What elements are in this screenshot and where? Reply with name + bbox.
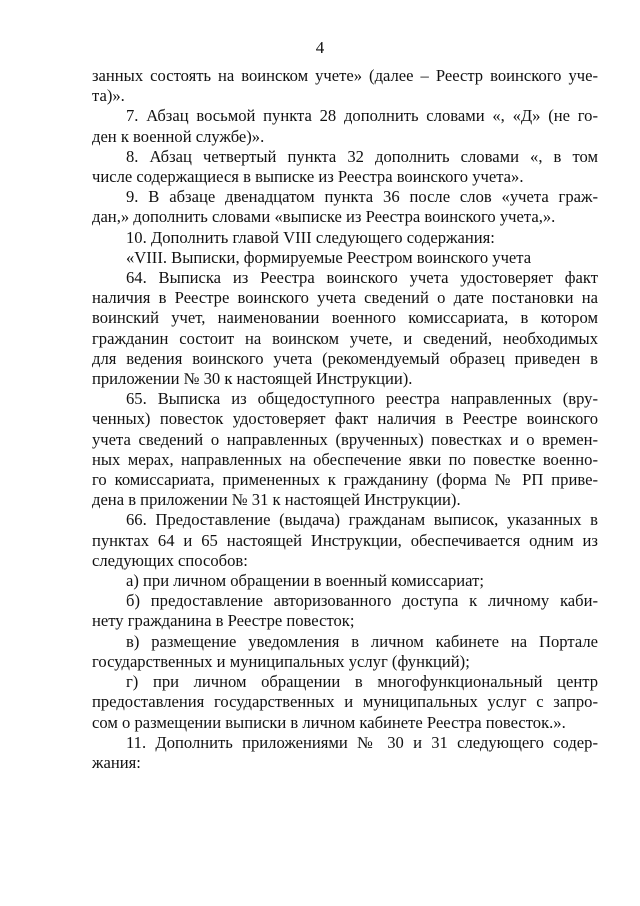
text-line: приложении № 30 к настоящей Инструкции). xyxy=(92,369,413,389)
text-line: 9. В абзаце двенадцатом пункта 36 после слов «учета граж- xyxy=(126,187,598,207)
text-line: «VIII. Выписки, формируемые Реестром воинского учета xyxy=(126,247,532,267)
paragraph xyxy=(92,268,598,389)
text-line: наличия в Реестре воинского учета сведений о дате постановки на xyxy=(92,288,598,308)
text-line: 11. Дополнить приложениями № 30 и 31 следующего содер- xyxy=(126,732,598,752)
text-line: следующих способов: xyxy=(92,550,248,570)
paragraph xyxy=(92,248,598,268)
text-line: та)». xyxy=(92,86,125,106)
paragraph xyxy=(92,571,598,591)
text-line: государственных и муниципальных услуг (функций); xyxy=(92,651,470,671)
text-line: 65. Выписка из общедоступного реестра направленных (вру- xyxy=(126,389,598,409)
text-line: а) при личном обращении в военный комиссариат; xyxy=(126,571,484,591)
paragraph xyxy=(92,389,598,510)
paragraph xyxy=(92,66,598,106)
text-line: 7. Абзац восьмой пункта 28 дополнить словами «, «Д» (не го- xyxy=(126,106,598,126)
text-line: пунктах 64 и 65 настоящей Инструкции, обеспечивается одним из xyxy=(92,530,598,550)
paragraph xyxy=(92,672,598,733)
paragraph xyxy=(92,591,598,631)
paragraph xyxy=(92,510,598,571)
paragraph xyxy=(92,733,598,773)
text-line: в) размещение уведомления в личном кабинете на Портале xyxy=(126,631,598,651)
text-line: ных мерах, направленных на обеспечение явки по повестке военно- xyxy=(92,449,598,469)
paragraph xyxy=(92,228,598,248)
text-line: го комиссариата, примененных к гражданину (форма № РП приве- xyxy=(92,470,598,490)
text-line: 10. Дополнить главой VIII следующего содержания: xyxy=(126,227,495,247)
text-line: ченных) повесток удостоверяет факт наличия в Реестре воинского xyxy=(92,409,598,429)
text-line: дан,» дополнить словами «выписке из Реестра воинского учета,». xyxy=(92,207,556,227)
text-line: 66. Предоставление (выдача) гражданам выписок, указанных в xyxy=(126,510,598,530)
text-line: 8. Абзац четвертый пункта 32 дополнить словами «, в том xyxy=(126,146,598,166)
text-line: занных состоять на воинском учете» (далее – Реестр воинского уче- xyxy=(92,66,598,85)
paragraph xyxy=(92,106,598,146)
text-line: сом о размещении выписки в личном кабинете Реестра повесток.». xyxy=(92,712,566,732)
text-line: дена в приложении № 31 к настоящей Инструкции). xyxy=(92,490,461,510)
text-line: воинский учет, наименовании военного комиссариата, в котором xyxy=(92,308,598,328)
text-line: г) при личном обращении в многофункциональный центр xyxy=(126,672,598,692)
text-line: жания: xyxy=(92,752,141,772)
paragraph xyxy=(92,187,598,227)
text-line: гражданин состоит на воинском учете, и сведений, необходимых xyxy=(92,328,598,348)
text-line: ден к военной службе)». xyxy=(92,126,265,146)
text-line: б) предоставление авторизованного доступа к личному каби- xyxy=(126,591,598,611)
text-line: нету гражданина в Реестре повесток; xyxy=(92,611,355,631)
text-line: учета сведений о направленных (врученных) повестках и о времен- xyxy=(92,429,598,449)
page-number: 4 xyxy=(315,38,325,57)
text-line: предоставления государственных и муниципальных услуг с запро- xyxy=(92,692,598,712)
text-line: для ведения воинского учета (рекомендуемый образец приведен в xyxy=(92,348,598,368)
paragraph xyxy=(92,147,598,187)
text-line: 64. Выписка из Реестра воинского учета удостоверяет факт xyxy=(126,268,598,288)
paragraph xyxy=(92,632,598,672)
text-line: числе содержащиеся в выписке из Реестра воинского учета». xyxy=(92,167,524,187)
document-body xyxy=(92,66,598,773)
